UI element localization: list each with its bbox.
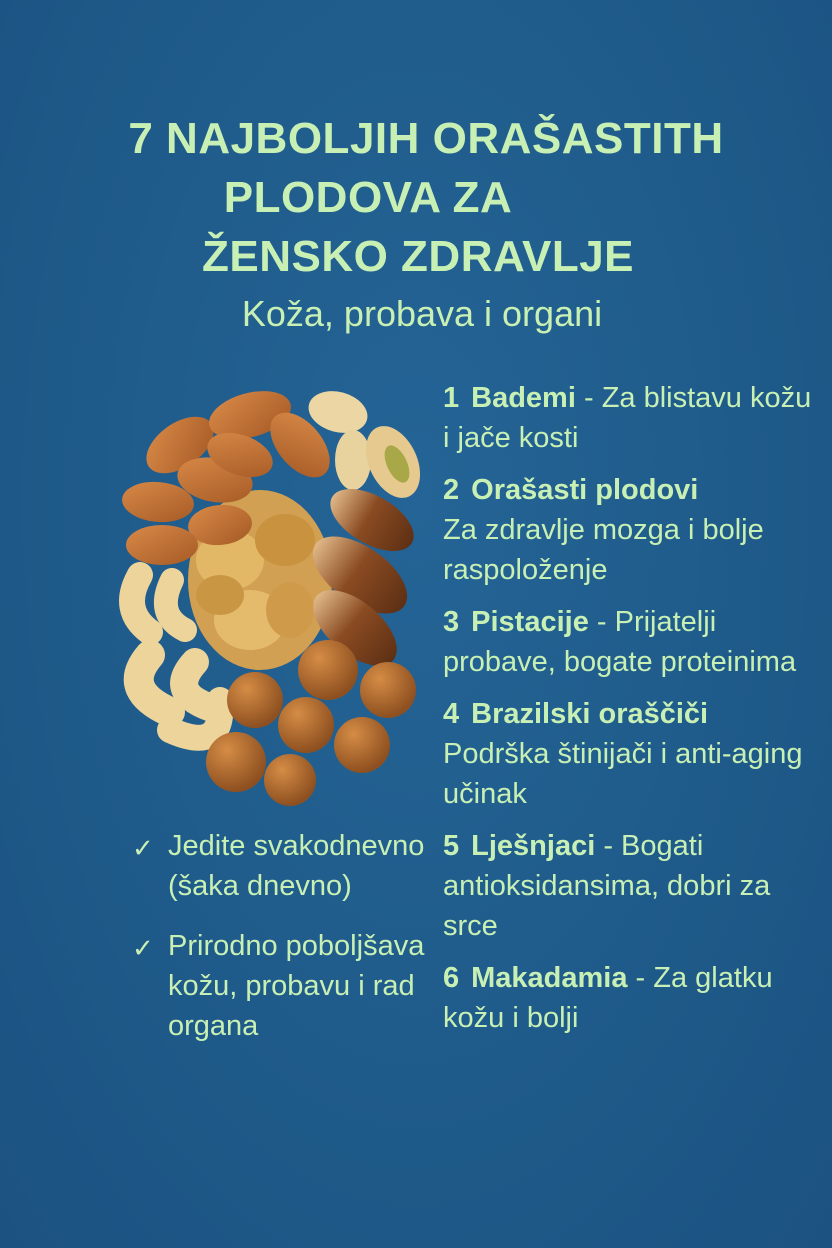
tips-list <box>132 826 452 1066</box>
list-item <box>443 694 823 814</box>
item-description: Bogati antioksidansima, dobri za srce <box>443 830 771 942</box>
item-name: Pistacije <box>471 606 589 638</box>
item-number: 1 <box>443 382 460 414</box>
item-number: 6 <box>443 962 460 994</box>
list-item <box>443 602 823 682</box>
item-description: Za glatku kožu i bolji <box>443 962 773 1034</box>
list-item <box>443 470 823 590</box>
item-name: Makadamia <box>471 962 628 994</box>
item-name: Orašasti plodovi <box>471 474 699 506</box>
tip-text: Jedite svakodnevno (šaka dnevno) <box>168 830 425 902</box>
mixed-nuts-illustration <box>110 380 430 810</box>
item-number: 2 <box>443 474 460 506</box>
list-item <box>443 958 823 1038</box>
item-separator: - <box>595 830 622 862</box>
tip-item <box>132 926 452 1046</box>
item-name: Lješnjaci <box>471 830 596 862</box>
tip-text: Prirodno poboljšava kožu, probavu i rad organa <box>168 930 425 1042</box>
item-description: Podrška štinijači i anti-aging učinak <box>443 738 803 810</box>
item-number: 5 <box>443 830 460 862</box>
item-number: 4 <box>443 698 460 730</box>
check-icon: ✓ <box>132 933 154 963</box>
item-separator: - <box>575 382 602 414</box>
nut-list <box>443 378 823 1050</box>
item-number: 3 <box>443 606 460 638</box>
check-icon: ✓ <box>132 833 154 863</box>
title-line-1: 7 NAJBOLJIH ORAŠASTITH <box>128 114 724 163</box>
title-line-2: PLODOVA ZA <box>223 173 513 222</box>
item-separator: - <box>627 962 654 994</box>
tip-item <box>132 826 452 906</box>
item-separator: - <box>588 606 615 638</box>
item-description: Za blistavu kožu i jače kosti <box>443 382 812 454</box>
item-name: Bademi <box>471 382 576 414</box>
title-line-3: ŽENSKO ZDRAVLJE <box>201 232 635 281</box>
list-item <box>443 378 823 458</box>
item-description: Za zdravlje mozga i bolje raspoloženje <box>443 514 764 586</box>
subtitle: Koža, probava i organi <box>241 293 603 334</box>
item-description: Prijatelji probave, bogate proteinima <box>443 606 797 678</box>
item-name: Brazilski oraščiči <box>471 698 709 730</box>
list-item <box>443 826 823 946</box>
